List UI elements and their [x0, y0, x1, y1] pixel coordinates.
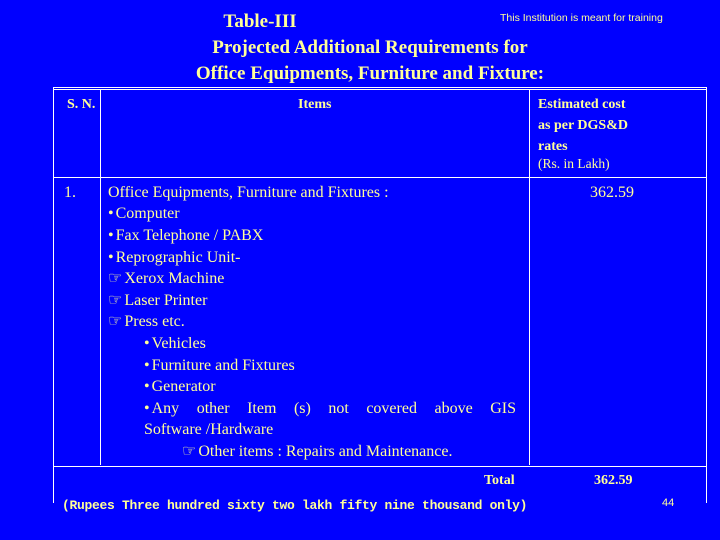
- disclaimer-text: This Institution is meant for training: [500, 12, 663, 24]
- list-item: • Generator: [144, 378, 216, 395]
- pointing-hand-icon: ☞: [108, 313, 123, 330]
- list-item-continuation: Software /Hardware: [144, 421, 274, 438]
- list-item: • Fax Telephone / PABX: [108, 227, 264, 244]
- bullet-icon: •: [144, 357, 150, 374]
- bullet-icon: •: [108, 227, 114, 244]
- pointing-hand-icon: ☞: [108, 292, 123, 309]
- header-cost-line-1: Estimated cost: [538, 97, 626, 112]
- bullet-icon: •: [108, 249, 114, 266]
- pointing-hand-icon: ☞: [108, 270, 123, 287]
- total-label: Total: [484, 473, 515, 488]
- bullet-icon: •: [144, 335, 150, 352]
- row-cost: 362.59: [590, 184, 634, 201]
- header-cost-unit: (Rs. in Lakh): [538, 156, 610, 171]
- pointing-hand-icon: ☞: [182, 443, 197, 460]
- list-item: • Vehicles: [144, 335, 206, 352]
- title-line-1: Table-III: [223, 11, 297, 32]
- list-item: ☞ Xerox Machine: [108, 270, 225, 287]
- list-item: • Computer: [108, 205, 180, 222]
- bullet-icon: •: [144, 400, 150, 417]
- list-item: • Reprographic Unit-: [108, 249, 241, 266]
- row-heading: Office Equipments, Furniture and Fixtures :: [108, 184, 389, 201]
- header-cost-line-3: rates: [538, 139, 568, 154]
- list-item: ☞ Other items : Repairs and Maintenance.: [182, 443, 453, 460]
- total-value: 362.59: [594, 473, 633, 488]
- list-item: • Furniture and Fixtures: [144, 357, 295, 374]
- header-items: Items: [298, 97, 332, 112]
- header-sn: S. N.: [67, 97, 96, 112]
- row-sn: 1.: [64, 184, 76, 201]
- title-line-3: Office Equipments, Furniture and Fixture:: [195, 63, 545, 84]
- header-cost-line-2: as per DGS&D: [538, 118, 628, 133]
- bullet-icon: •: [144, 378, 150, 395]
- title-line-2: Projected Additional Requirements for: [212, 37, 528, 58]
- list-item: ☞ Laser Printer: [108, 292, 208, 309]
- list-item: • Any other Item (s) not covered above GIS: [144, 400, 516, 417]
- list-item: ☞ Press etc.: [108, 313, 185, 330]
- bullet-icon: •: [108, 205, 114, 222]
- page-number: 44: [662, 497, 675, 509]
- amount-in-words: (Rupees Three hundred sixty two lakh fifty nine thousand only): [62, 498, 528, 513]
